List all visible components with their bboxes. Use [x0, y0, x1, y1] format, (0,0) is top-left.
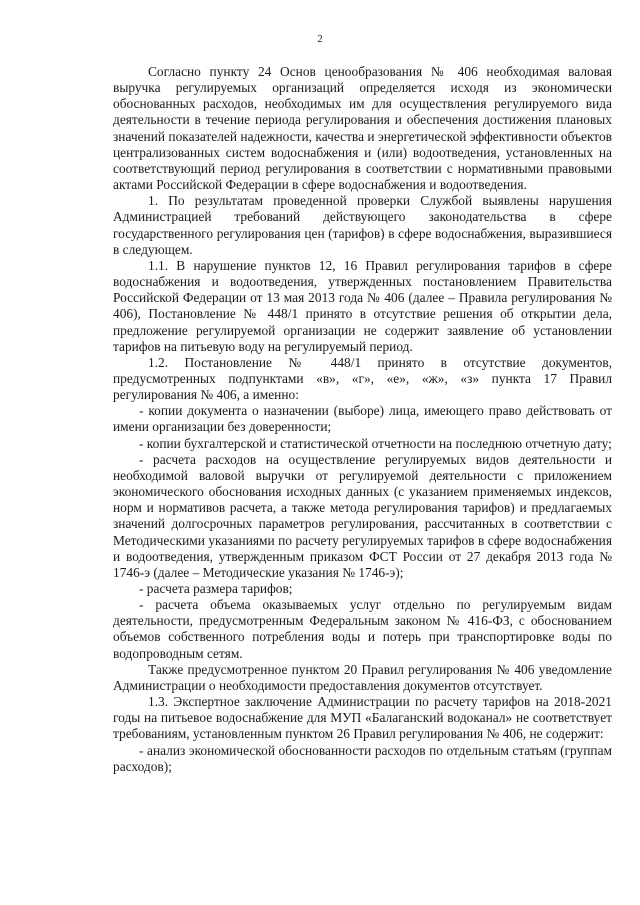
paragraph-violation-1-1: 1.1. В нарушение пунктов 12, 16 Правил регулирования тарифов в сфере водоснабжения и водоотведения, утвержденных постановлением Правительства Российской Федерации от 13 мая 2013 года № 406 (далее – Правила регулирования № 406), Постановление № 448/1 принято в отсутствие решения об открытии дела, предложение регулируемой организации не содержит заявление об установлении тарифов на питьевую воду на регулируемый период.: [113, 257, 612, 354]
paragraph-violation-1-2: 1.2. Постановление № 448/1 принято в отсутствие документов, предусмотренных подпунктами «в», «г», «е», «ж», «з» пункта 17 Правил регулирования № 406, а именно:: [113, 354, 612, 403]
paragraph-violations-found: 1. По результатам проведенной проверки Службой выявлены нарушения Администрацией требований действующего законодательства в сфере государственного регулирования цен (тарифов) в сфере водоснабжения, выразившиеся в следующем.: [113, 193, 612, 257]
list-item-volume-calculation: - расчета объема оказываемых услуг отдельно по регулируемым видам деятельности, предусмотренным Федеральным законом № 416-ФЗ, с обоснованием объемов собственного потребления воды и потерь при транспортировке воды по водопроводным сетям.: [113, 597, 612, 661]
paragraph-pricing-basis: Согласно пункту 24 Основ ценообразования № 406 необходимая валовая выручка регулируемых организаций определяется исходя из экономически обоснованных расходов, необходимых им для осуществления регулируемого вида деятельности в течение периода регулирования и обеспечения достижения плановых значений показателей надежности, качества и энергетической эффективности объектов централизованных систем водоснабжения и (или) водоотведения, установленных на соответствующий период регулирования в соответствии с нормативными правовыми актами Российской Федерации в сфере водоснабжения и водоотведения.: [113, 64, 612, 193]
paragraph-notification-missing: Также предусмотренное пунктом 20 Правил регулирования № 406 уведомление Администрации о необходимости предоставления документов отсутствует.: [113, 661, 612, 693]
page-number: 2: [317, 33, 323, 45]
paragraph-violation-1-3: 1.3. Экспертное заключение Администрации по расчету тарифов на 2018-2021 годы на питьевое водоснабжение для МУП «Балаганский водоканал» не соответствует требованиям, установленным пунктом 26 Правил регулирования № 406, не содержит:: [113, 694, 612, 742]
list-item-cost-analysis: - анализ экономической обоснованности расходов по отдельным статьям (группам расходов);: [113, 742, 612, 774]
document-body: [113, 64, 612, 775]
list-item-tariff-calculation: - расчета размера тарифов;: [139, 581, 293, 596]
list-item-appointment-docs: - копии документа о назначении (выборе) лица, имеющего право действовать от имени организации без доверенности;: [113, 403, 612, 435]
list-item-cost-calculation: - расчета расходов на осуществление регулируемых видов деятельности и необходимой валовой выручки от регулируемой деятельности с приложением экономического обоснования исходных данных (с указанием применяемых индексов, норм и нормативов расчета, а также метода регулирования тарифов) и предлагаемых значений долгосрочных параметров регулирования, рассчитанных в соответствии с Методическими указаниями по расчету регулируемых тарифов в сфере водоснабжения и водоотведения, утвержденным приказом ФСТ России от 27 декабря 2013 года № 1746-э (далее – Методические указания № 1746-э);: [113, 451, 612, 580]
list-item-accounting-reports: - копии бухгалтерской и статистической отчетности на последнюю отчетную дату;: [139, 435, 612, 451]
